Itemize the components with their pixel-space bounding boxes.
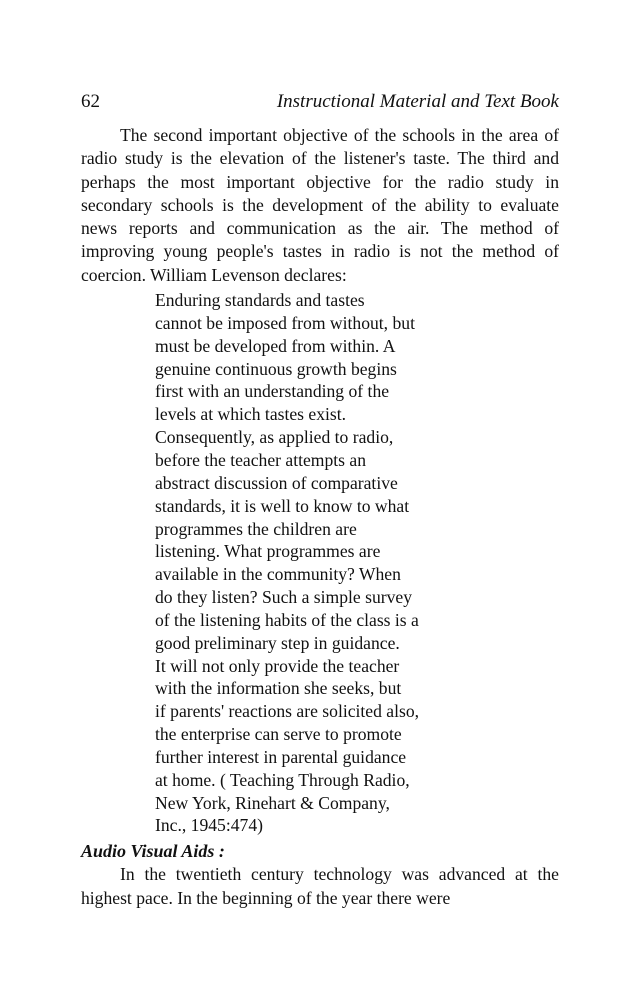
quote-line: New York, Rinehart & Company, (155, 792, 390, 813)
quote-line: of the listening habits of the class is a (155, 609, 419, 630)
quote-line: the enterprise can serve to promote (155, 724, 402, 745)
quote-line: before the teacher attempts an (155, 449, 367, 470)
body-paragraph-1: The second important objective of the schools in the area of radio study is the elevation of the listener's taste. The third and perhaps the most important objective for the radio study in secondary schools is the development of the ability to evaluate news reports and communication as the air. The method of improving young people's tastes in radio is not the method of coercion. William Levenson declares: (81, 125, 559, 285)
quote-line: at home. ( Teaching Through Radio, (155, 769, 410, 790)
running-title: Instructional Material and Text Book (276, 91, 559, 112)
quote-line: genuine continuous growth begins (155, 358, 397, 379)
quote-line: do they listen? Such a simple survey (155, 587, 413, 608)
quote-line: abstract discussion of comparative (155, 472, 398, 493)
page-number: 62 (81, 91, 100, 112)
quote-line: must be developed from within. A (155, 335, 396, 356)
quote-line: with the information she seeks, but (155, 678, 402, 699)
quote-line: levels at which tastes exist. (155, 404, 347, 425)
quote-line: Inc., 1945:474) (155, 815, 263, 836)
running-head (81, 88, 559, 116)
block-quote (81, 289, 476, 837)
quote-line: programmes the children are (155, 518, 357, 539)
quote-line: good preliminary step in guidance. (155, 632, 400, 653)
section-heading: Audio Visual Aids : (81, 841, 225, 862)
body-paragraph-2: In the twentieth century technology was advanced at the highest pace. In the beginning of the year there were (81, 864, 559, 908)
quote-line: listening. What programmes are (155, 541, 381, 562)
quote-line: further interest in parental guidance (155, 746, 407, 767)
quote-line: It will not only provide the teacher (155, 655, 400, 676)
quote-line: available in the community? When (155, 564, 401, 585)
quote-line: Consequently, as applied to radio, (155, 427, 394, 448)
book-page (81, 88, 559, 910)
quote-line: standards, it is well to know to what (155, 495, 410, 516)
quote-line: cannot be imposed from without, but (155, 312, 415, 333)
quote-line: first with an understanding of the (155, 381, 390, 402)
quote-line: if parents' reactions are solicited also, (155, 701, 420, 722)
quote-line: Enduring standards and tastes (155, 290, 365, 311)
